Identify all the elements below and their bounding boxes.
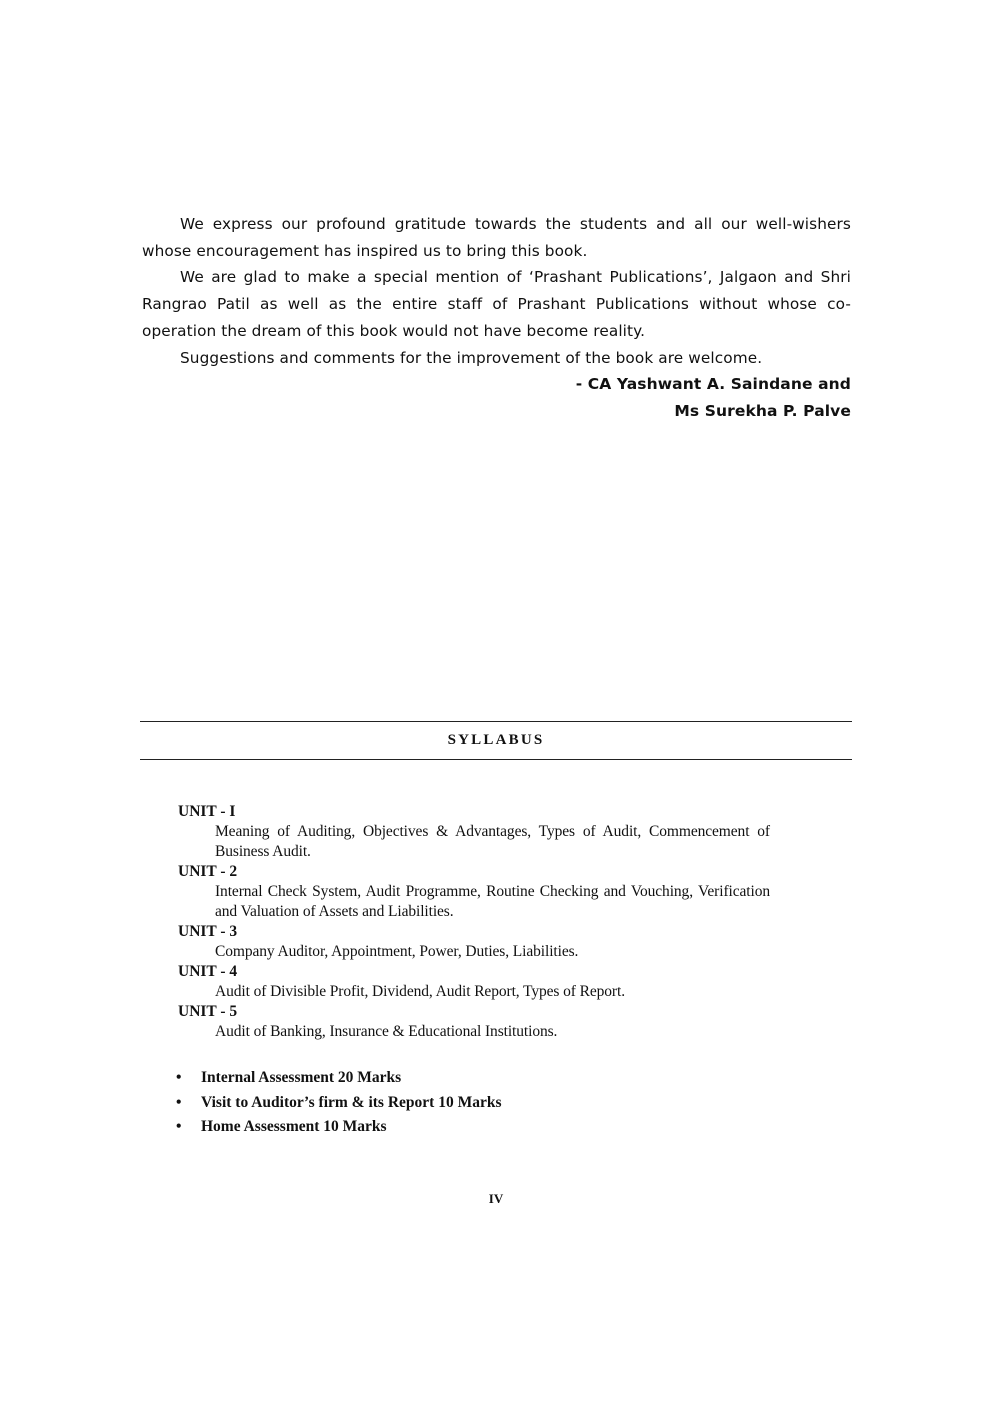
syllabus-heading: SYLLABUS [447,732,545,748]
unit-block [178,1002,770,1042]
assessment-label: Internal Assessment 20 Marks [201,1069,402,1086]
unit-title: UNIT - 4 [178,963,238,980]
assessment-label: Visit to Auditor’s firm & its Report 10 Marks [201,1093,502,1111]
bullet-icon: • [176,1118,182,1135]
assessment-item [176,1091,501,1116]
bullet-icon: • [176,1093,182,1111]
page-number: IV [488,1191,504,1206]
assessment-label: Home Assessment 10 Marks [201,1118,387,1135]
assessment-list [176,1066,501,1140]
unit-block [178,802,770,862]
unit-title: UNIT - 3 [178,923,238,940]
unit-title: UNIT - 2 [178,863,238,880]
unit-title: UNIT - I [178,803,236,820]
preface-paragraph: We express our profound gratitude towards the students and all our well-wishers whose encouragement has inspired us to bring this book. [142,215,851,260]
unit-description: Meaning of Auditing, Objectives & Advantages, Types of Audit, Commencement of Business Audit. [215,823,770,860]
unit-title: UNIT - 5 [178,1003,238,1020]
signature-line: - CA Yashwant A. Saindane and [575,375,851,394]
top-divider [140,721,852,722]
syllabus-units [178,802,770,1042]
bottom-divider [140,759,852,760]
bullet-icon: • [176,1069,182,1086]
author-signature [142,371,851,424]
unit-description: Company Auditor, Appointment, Power, Duties, Liabilities. [215,943,579,960]
preface-section [142,211,851,425]
signature-line: Ms Surekha P. Palve [674,401,851,420]
preface-paragraph: Suggestions and comments for the improvement of the book are welcome. [180,348,763,367]
assessment-item [176,1115,501,1140]
preface-paragraph: We are glad to make a special mention of ‘Prashant Publications’, Jalgaon and Shri Rangrao Patil as well as the entire staff of Prashant Publications without whose co-operation the dream of this book would not have become reality. [142,268,851,340]
unit-description: Audit of Divisible Profit, Dividend, Audit Report, Types of Report. [215,983,625,1000]
unit-block [178,962,770,1002]
unit-block [178,922,770,962]
unit-description: Audit of Banking, Insurance & Educational Institutions. [215,1023,558,1040]
assessment-item [176,1066,501,1091]
unit-block [178,862,770,922]
unit-description: Internal Check System, Audit Programme, Routine Checking and Vouching, Verification and Valuation of Assets and Liabilities. [215,883,770,920]
